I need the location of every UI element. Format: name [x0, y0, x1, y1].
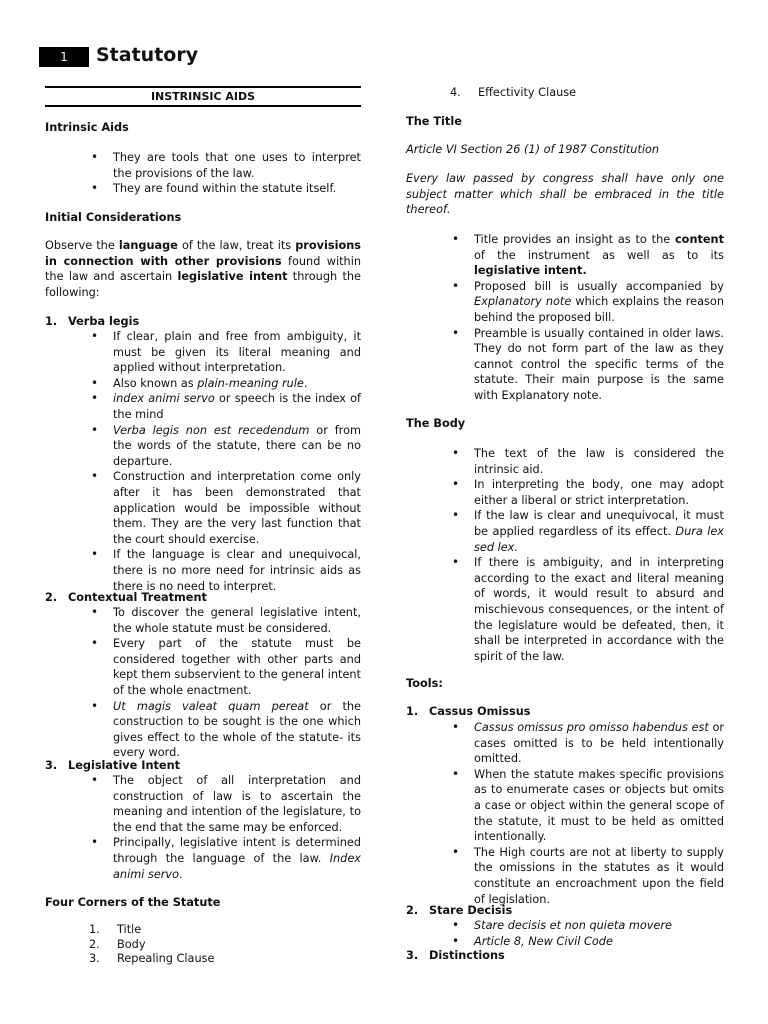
- list-item: • If the law is clear and unequivocal, it must be applied regardless of its effect. Dura lex sed lex.: [474, 508, 724, 555]
- verba-legis-heading: 1. Verba legis: [45, 315, 140, 328]
- legislative-intent-list: [45, 773, 361, 882]
- list-item: • The object of all interpretation and construction of law is to ascertain the meaning and intention of the legislature, to the end that the same may be enforced.: [113, 773, 361, 835]
- cassus-omissus-list: [406, 720, 724, 907]
- list-item: • Article 8, New Civil Code: [474, 934, 724, 950]
- list-item: • Every part of the statute must be considered together with other parts and kept them subservient to the general intent of the whole enactment.: [113, 636, 361, 698]
- stare-decisis-heading: 2. Stare Decisis: [406, 904, 513, 917]
- list-item: • The text of the law is considered the intrinsic aid.: [474, 446, 724, 477]
- box-bottom-rule: [45, 105, 361, 107]
- list-item: • Principally, legislative intent is determined through the language of the law. Index animi servo.: [113, 835, 361, 882]
- list-item: • Verba legis non est recedendum or from the words of the statute, there can be no departure.: [113, 423, 361, 470]
- title-list: [406, 232, 724, 404]
- constitution-quote: Every law passed by congress shall have only one subject matter which shall be embraced in the title thereof.: [406, 172, 724, 217]
- list-item: • Ut magis valeat quam pereat or the construction to be sought is the one which gives effect to the whole of the statute- its every word.: [113, 699, 361, 761]
- list-item: • Construction and interpretation come only after it has been demonstrated that application would be impossible without them. They are the very last function that the court should exercise.: [113, 469, 361, 547]
- list-item: 4. Effectivity Clause: [450, 86, 577, 99]
- list-item: • They are found within the statute itself.: [113, 181, 361, 197]
- list-item: • Also known as plain-meaning rule.: [113, 376, 361, 392]
- intrinsic-heading: Intrinsic Aids: [45, 121, 129, 134]
- list-item: • To discover the general legislative intent, the whole statute must be considered.: [113, 605, 361, 636]
- stare-decisis-list: [406, 918, 724, 949]
- list-item: • The High courts are not at liberty to supply the omissions in the statutes as it would constitute an encroachment upon the field of legislation.: [474, 845, 724, 907]
- cassus-omissus-heading: 1. Cassus Omissus: [406, 705, 531, 718]
- contextual-list: [45, 605, 361, 761]
- article-reference: Article VI Section 26 (1) of 1987 Constitution: [406, 143, 660, 156]
- verba-legis-list: [45, 329, 361, 594]
- list-item: • If clear, plain and free from ambiguity, it must be given its literal meaning and applied without interpretation.: [113, 329, 361, 376]
- body-list: [406, 446, 724, 664]
- box-title: INSTRINSIC AIDS: [150, 90, 256, 103]
- contextual-heading: 2. Contextual Treatment: [45, 591, 207, 604]
- tools-heading: Tools:: [406, 677, 443, 690]
- list-item: • They are tools that one uses to interpret the provisions of the law.: [113, 150, 361, 181]
- initial-heading: Initial Considerations: [45, 211, 182, 224]
- list-item: • Cassus omissus pro omisso habendus est or cases omitted is to be held intentionally omitted.: [474, 720, 724, 767]
- list-item: • In interpreting the body, one may adopt either a liberal or strict interpretation.: [474, 477, 724, 508]
- list-item: • Preamble is usually contained in older laws. They do not form part of the law as they cannot control the specific terms of the statute. Their main purpose is the same with Explanatory note.: [474, 326, 724, 404]
- page-number: 1: [39, 47, 89, 67]
- document-title: Statutory: [96, 44, 199, 66]
- four-corners-heading: Four Corners of the Statute: [45, 896, 221, 909]
- list-item: • Proposed bill is usually accompanied by Explanatory note which explains the reason behind the proposed bill.: [474, 279, 724, 326]
- list-item: 1. Title: [89, 923, 142, 936]
- list-item: • When the statute makes specific provisions as to enumerate cases or objects but omits a case or object within the general scope of the statute, it must to be held as omitted intentionally.: [474, 767, 724, 845]
- initial-paragraph: Observe the language of the law, treat its provisions in connection with other provisions found within the law and ascertain legislative intent through the following:: [45, 239, 362, 299]
- list-item: • If there is ambiguity, and in interpreting according to the exact and literal meaning of words, it would result to absurd and mischievous consequences, or the intent of the legislature would be defeated, then, it shall be interpreted in accordance with the spirit of the law.: [474, 555, 724, 664]
- list-item: • If the language is clear and unequivocal, there is no more need for intrinsic aids as there is no need to interpret.: [113, 547, 361, 594]
- four-corners-list: [89, 923, 361, 967]
- intrinsic-list: [45, 150, 361, 197]
- box-top-rule: [45, 86, 361, 88]
- list-item: 3. Repealing Clause: [89, 952, 215, 965]
- list-item: 2. Body: [89, 937, 146, 951]
- legislative-intent-heading: 3. Legislative Intent: [45, 759, 181, 772]
- body-heading: The Body: [406, 417, 466, 430]
- title-heading: The Title: [406, 115, 462, 128]
- distinctions-heading: 3. Distinctions: [406, 949, 505, 962]
- list-item: • index animi servo or speech is the index of the mind: [113, 391, 361, 422]
- list-item: • Stare decisis et non quieta movere: [474, 918, 724, 934]
- list-item: • Title provides an insight as to the content of the instrument as well as to its legislative intent.: [474, 232, 724, 279]
